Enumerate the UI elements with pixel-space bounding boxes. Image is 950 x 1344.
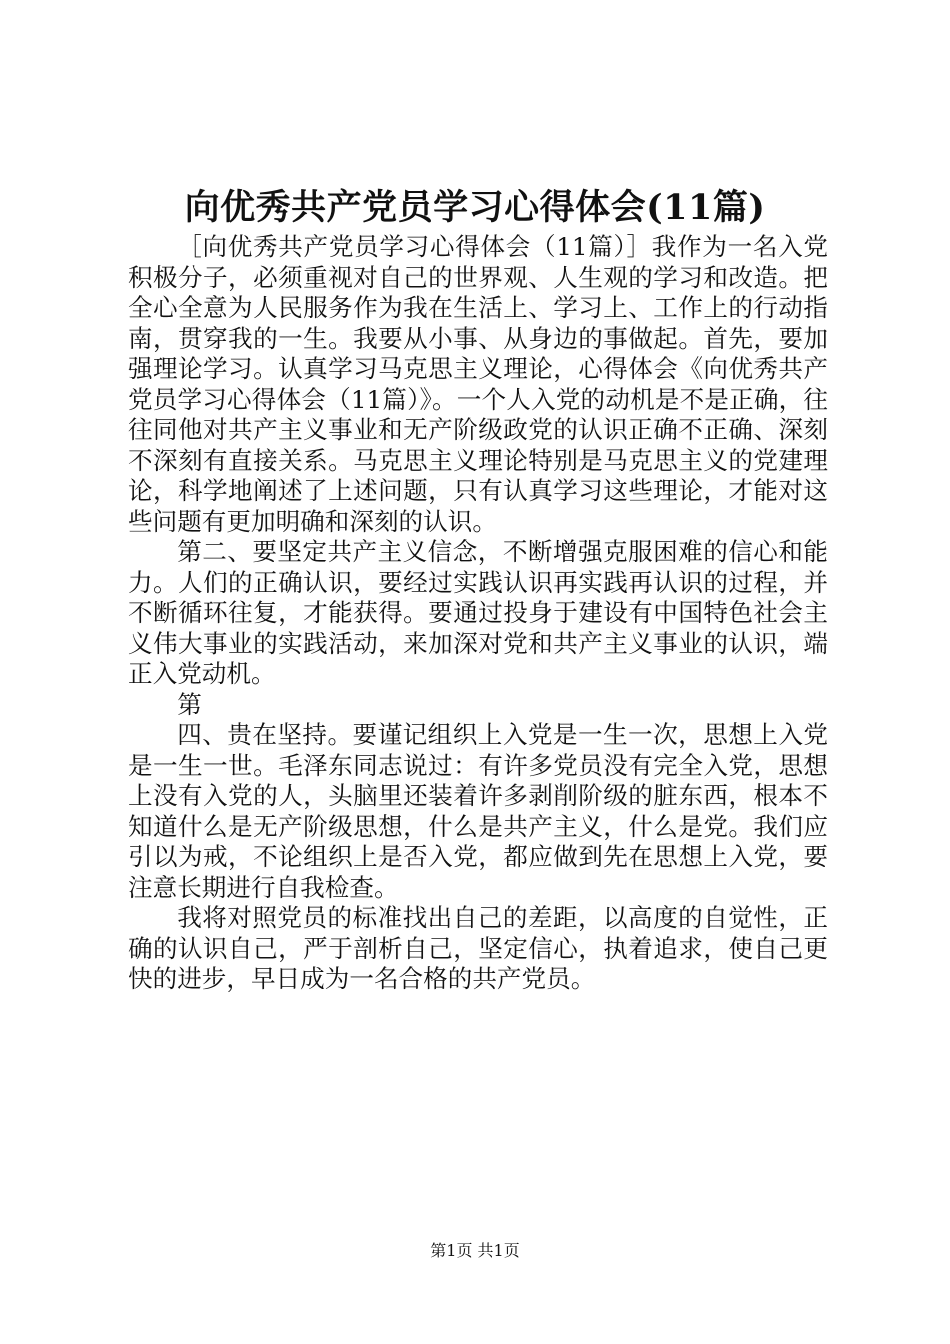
paragraph-second-point: 第二、要坚定共产主义信念，不断增强克服困难的信心和能力。人们的正确认识，要经过实践认识再实践再认识的过程，并不断循环往复，才能获得。要通过投身于建设有中国特色社会主义伟大事业的实践活动，来加深对党和共产主义事业的认识，端正入党动机。 — [128, 537, 828, 688]
paragraph-fourth-point: 四、贵在坚持。要谨记组织上入党是一生一次，思想上入党是一生一世。毛泽东同志说过：有许多党员没有完全入党，思想上没有入党的人，头脑里还装着许多剥削阶级的脏东西，根本不知道什么是无产阶级思想，什么是共产主义，什么是党。我们应引以为戒，不论组织上是否入党，都应做到先在思想上入党，要注意长期进行自我检查。 — [128, 720, 828, 902]
paragraph-intro: ［向优秀共产党员学习心得体会（11篇）］我作为一名入党积极分子，必须重视对自己的世界观、人生观的学习和改造。把全心全意为人民服务作为我在生活上、学习上、工作上的行动指南，贯穿我的一生。我要从小事、从身边的事做起。首先，要加强理论学习。认真学习马克思主义理论，心得体会《向优秀共产党员学习心得体会（11篇）》。一个人入党的动机是不是正确，往往同他对共产主义事业和无产阶级政党的认识正确不正确、深刻不深刻有直接关系。马克思主义理论特别是马克思主义的党建理论，科学地阐述了上述问题，只有认真学习这些理论，才能对这些问题有更加明确和深刻的认识。 — [128, 232, 828, 536]
document-title: 向优秀共产党员学习心得体会(11篇) — [184, 187, 766, 228]
page-number-footer: 第1页 共1页 — [430, 1241, 520, 1260]
paragraph-conclusion: 我将对照党员的标准找出自己的差距，以高度的自觉性，正确的认识自己，严于剖析自己，坚定信心，执着追求，使自己更快的进步，早日成为一名合格的共产党员。 — [128, 903, 828, 993]
document-body — [128, 232, 828, 995]
paragraph-fragment: 第 — [177, 689, 202, 719]
